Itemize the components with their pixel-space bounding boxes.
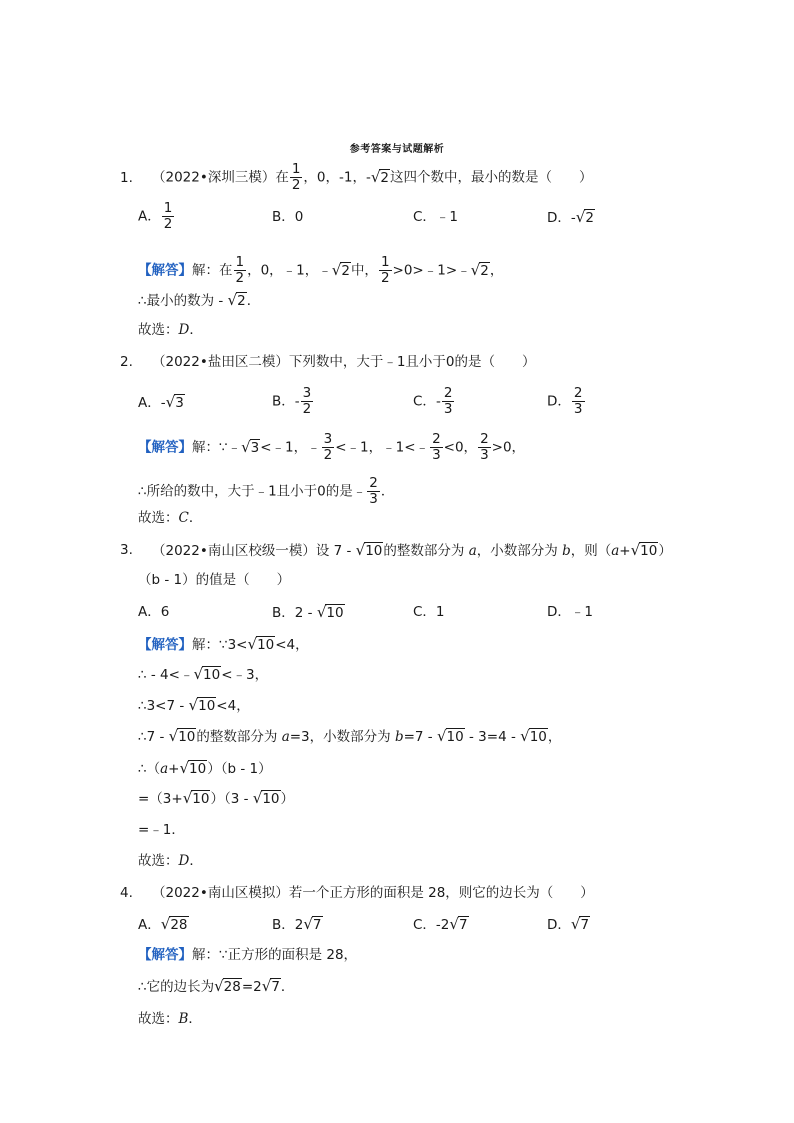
option-b[interactable]: B．2 - √10: [272, 603, 344, 621]
option-d[interactable]: D．-√2: [547, 208, 594, 226]
answer-3-line-5: ∴（a+√10）（b - 1）: [138, 759, 272, 777]
answer-3-line-2: ∴ - 4<﹣√10<﹣3，: [138, 665, 269, 683]
option-c[interactable]: C．- $\frac{2}{3}$: [413, 385, 453, 417]
answer-3-choice: 故选：D．: [138, 853, 203, 869]
answer-2-line-2: ∴所给的数中，大于﹣1且小于0的是﹣ $\frac{2}{3}$ ．: [138, 475, 395, 507]
answer-label: 【解答】: [138, 262, 192, 279]
option-c[interactable]: C．-2√7: [413, 915, 468, 933]
option-c[interactable]: C．﹣1: [413, 209, 459, 225]
answer-3-line-7: =﹣1．: [138, 822, 185, 838]
question-number: 4.: [120, 885, 133, 901]
question-3-stem-line-2: （b - 1）的值是（ ）: [138, 572, 291, 588]
answer-4-choice: 故选：B．: [138, 1011, 202, 1027]
answer-3-line-1: 【解答】解：∵3<√10<4，: [138, 635, 309, 653]
answer-label: 【解答】: [138, 947, 192, 963]
question-stem: （2022•深圳三模）在 $\frac{1}{2}$ ，0，-1，-√2这四个数中，最小的数是（ ）: [152, 161, 593, 193]
answer-1-line-1: 【解答】解：在 $\frac{1}{2}$ ，0，﹣1，﹣√2中， $\frac{1}{2}$ >0>﹣1>﹣√2，: [138, 254, 504, 286]
question-number: 2.: [120, 354, 133, 370]
answer-3-line-3: ∴3<7 - √10<4，: [138, 696, 250, 714]
question-stem: （2022•南山区模拟）若一个正方形的面积是 28，则它的边长为（ ）: [152, 885, 594, 901]
answer-4-line-2: ∴它的边长为√28=2√7．: [138, 977, 295, 995]
option-b[interactable]: B．- $\frac{3}{2}$: [272, 385, 312, 417]
option-b[interactable]: B．2√7: [272, 915, 322, 933]
option-d[interactable]: D．﹣1: [547, 604, 593, 620]
option-a[interactable]: A．-√3: [138, 393, 184, 411]
question-number: 3.: [120, 542, 133, 558]
option-b[interactable]: B．0: [272, 209, 304, 225]
option-a[interactable]: A．6: [138, 604, 170, 620]
answer-3-line-4: ∴7 - √10的整数部分为 a=3，小数部分为 b=7 - √10 - 3=4 - √10，: [138, 727, 562, 745]
answer-4-line-1: 【解答】解：∵正方形的面积是 28，: [138, 947, 358, 963]
answer-2-line-1: 【解答】解：∵﹣√3<﹣1，﹣ $\frac{3}{2}$ <﹣1，﹣1<﹣ $\frac{2}{3}$ <0， $\frac{2}{3}$ >0，: [138, 431, 526, 463]
page-title: 参考答案与试题解析: [349, 144, 445, 155]
answer-3-line-6: =（3+√10）（3 - √10）: [138, 789, 295, 807]
question-stem: （2022•盐田区二模）下列数中，大于﹣1且小于0的是（ ）: [152, 354, 536, 370]
fraction-one-half: $\frac{1}{2}$: [291, 161, 301, 193]
answer-label: 【解答】: [138, 637, 192, 653]
option-c[interactable]: C．1: [413, 604, 445, 620]
sqrt-2: √2: [370, 167, 390, 186]
question-number: 1.: [120, 170, 133, 186]
answer-1-line-2: ∴最小的数为 - √2．: [138, 291, 261, 309]
option-d[interactable]: D． $\frac{2}{3}$: [547, 385, 583, 417]
question-stem-line-1: （2022•南山区校级一模）设 7 - √10的整数部分为 a，小数部分为 b，则（a+√10）: [152, 541, 672, 559]
option-a[interactable]: A． $\frac{1}{2}$: [138, 200, 173, 232]
answer-label: 【解答】: [138, 439, 192, 456]
option-a[interactable]: A．√28: [138, 915, 188, 933]
answer-1-choice: 故选：D．: [138, 322, 203, 338]
answer-2-choice: 故选：C．: [138, 510, 203, 526]
option-d[interactable]: D．√7: [547, 915, 590, 933]
